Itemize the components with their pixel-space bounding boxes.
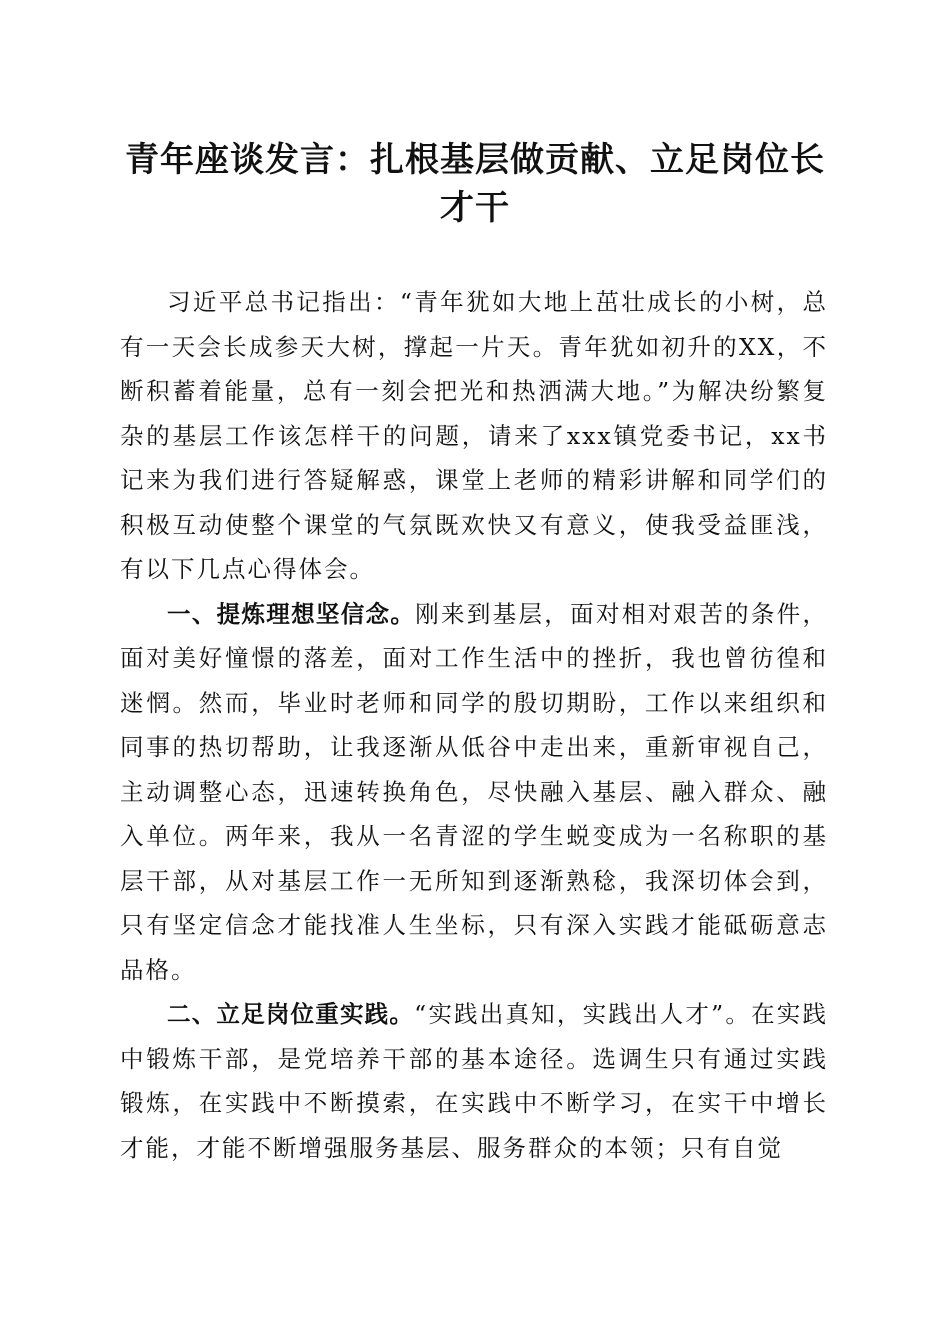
paragraph-intro-text: 习近平总书记指出：“青年犹如大地上茁壮成长的小树，总有一天会长成参天大树，撑起一片天。青年犹如初升的XX，不断积蓄着能量，总有一刻会把光和热洒满大地。”为解决纷繁复杂的基层工作该怎样干的问题，请来了xxx镇党委书记，xx书记来为我们进行答疑解惑，课堂上老师的精彩讲解和同学们的积极互动使整个课堂的气氛既欢快又有意义，使我受益匪浅，有以下几点心得体会。 [120,288,828,583]
paragraph-section-2 [120,992,828,1170]
document-body [120,280,828,1170]
section-1-heading: 一、提炼理想坚信念。 [167,599,416,628]
paragraph-intro [120,280,828,592]
document-title: 青年座谈发言：扎根基层做贡献、立足岗位长才干 [125,140,825,228]
section-2-heading: 二、立足岗位重实践。 [167,1000,415,1028]
section-2-text: “实践出真知，实践出人才”。在实践中锻炼干部，是党培养干部的基本途径。选调生只有通过实践锻炼，在实践中不断摸索，在实践中不断学习，在实干中增长才能，才能不断增强服务基层、服务群众的本领；只有自觉 [120,1000,829,1162]
section-1-text: 刚来到基层，面对相对艰苦的条件，面对美好憧憬的落差，面对工作生活中的挫折，我也曾彷徨和迷惘。然而，毕业时老师和同学的殷切期盼，工作以来组织和同事的热切帮助，让我逐渐从低谷中走出来，重新审视自己，主动调整心态，迅速转换角色，尽快融入基层、融入群众、融入单位。两年来，我从一名青涩的学生蜕变成为一名称职的基层干部，从对基层工作一无所知到逐渐熟稔，我深切体会到，只有坚定信念才能找准人生坐标，只有深入实践才能砥砺意志品格。 [120,599,829,984]
paragraph-section-1 [120,592,828,993]
